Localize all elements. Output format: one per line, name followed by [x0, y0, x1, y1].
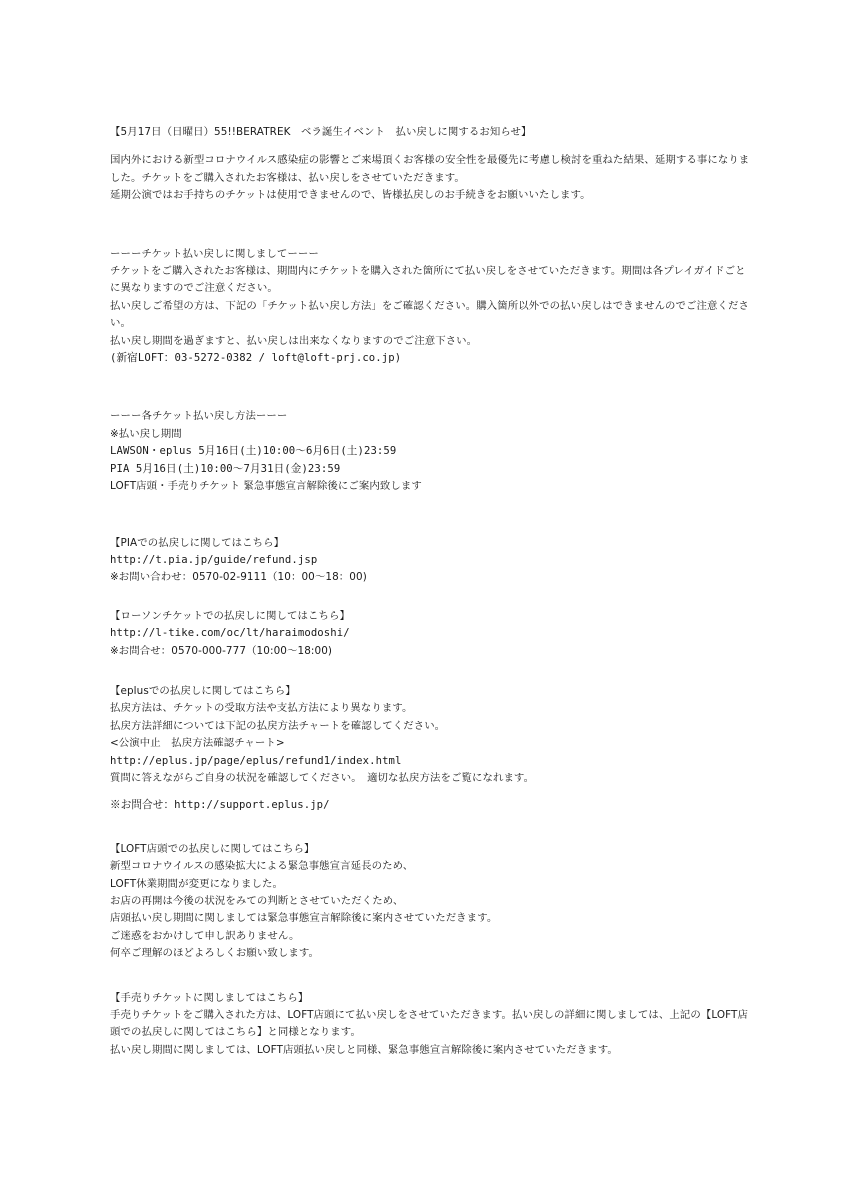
- loft-heading: 【LOFT店頭での払戻しに関してはこちら】: [110, 842, 315, 855]
- loft-contact: (新宿LOFT：03-5272-0382 / loft@loft-prj.co.jp): [110, 352, 402, 365]
- eplus-heading: 【eplusでの払戻しに関してはこちら】: [110, 684, 296, 697]
- document-title: 【5月17日（日曜日）55!!BERATREK ベラ誕生イベント 払い戻しに関するお知らせ】: [110, 126, 532, 138]
- lawson-heading: 【ローソンチケットでの払戻しに関してはこちら】: [110, 609, 350, 622]
- pia-contact: ※お問い合わせ：0570-02-9111（10：00〜18：00): [110, 571, 367, 584]
- loft-line-1: 新型コロナウイルスの感染拡大による緊急事態宣言延長のため、: [110, 860, 414, 873]
- refund-notice-line-1: チケットをご購入されたお客様は、期間内にチケットを購入された箇所にて払い戻しをさせていただきます。期間は各プレイガイドごとに異なりますのでご注意ください。: [110, 265, 746, 295]
- pia-heading: 【PIAでの払戻しに関してはこちら】: [110, 536, 285, 549]
- period-pia: PIA 5月16日(土)10:00〜7月31日(金)23:59: [110, 462, 341, 475]
- loft-line-6: 何卒ご理解のほどよろしくお願い致します。: [110, 947, 319, 960]
- intro-paragraph-1: 国内外における新型コロナウイルス感染症の影響とご来場頂くお客様の安全性を最優先に考慮し検討を重ねた結果、延期する事になりました。チケットをご購入されたお客様は、払い戻しをさせていただきます。: [110, 154, 750, 184]
- refund-notice-line-2: 払い戻しご希望の方は、下記の「チケット払い戻し方法」をご確認ください。購入箇所以外での払い戻しはできませんのでご注意ください。: [110, 299, 749, 330]
- lawson-contact: ※お問合せ：0570-000-777（10:00〜18:00): [110, 644, 333, 657]
- period-lawson-eplus: LAWSON・eplus 5月16日(土)10:00〜6月6日(土)23:59: [110, 445, 397, 458]
- handsold-heading: 【手売りチケットに関しましてはこちら】: [110, 991, 309, 1004]
- handsold-line-1: 手売りチケットをご購入された方は、LOFT店頭にて払い戻しをさせていただきます。払い戻しの詳細に関しましては、上記の【LOFT店頭での払戻しに関してはこちら】と同様となります。: [110, 1009, 748, 1039]
- loft-line-3: お店の再開は今後の状況をみての判断とさせていただくため、: [110, 895, 404, 907]
- eplus-refund-link[interactable]: http://eplus.jp/page/eplus/refund1/index.html: [110, 754, 402, 767]
- eplus-chart-label: <公演中止 払戻方法確認チャート>: [110, 737, 285, 750]
- methods-heading: ーーー各チケット払い戻し方法ーーー: [110, 410, 288, 423]
- loft-line-4: 店頭払い戻し期間に関しましては緊急事態宣言解除後に案内させていただきます。: [110, 912, 498, 925]
- eplus-line-3: 質問に答えながらご自身の状況を確認してください。 適切な払戻方法をご覧になれます。: [110, 771, 535, 784]
- notice-document: [110, 124, 750, 1059]
- eplus-contact: ※お問合せ：http://support.eplus.jp/: [110, 799, 330, 812]
- refund-notice-line-3: 払い戻し期間を過ぎますと、払い戻しは出来なくなりますのでご注意下さい。: [110, 334, 478, 347]
- loft-line-2: LOFT休業期間が変更になりました。: [110, 877, 284, 890]
- handsold-line-2: 払い戻し期間に関しましては、LOFT店頭払い戻しと同様、緊急事態宣言解除後に案内させていただきます。: [110, 1043, 618, 1056]
- intro-paragraph-2: 延期公演ではお手持ちのチケットは使用できませんので、皆様払戻しのお手続きをお願いいたします。: [110, 189, 591, 202]
- period-loft: LOFT店頭・手売りチケット 緊急事態宣言解除後にご案内致します: [110, 480, 422, 493]
- lawson-refund-link[interactable]: http://l-tike.com/oc/lt/haraimodoshi/: [110, 627, 350, 640]
- refund-notice-heading: ーーーチケット払い戻しに関しましてーーー: [110, 247, 319, 260]
- pia-refund-link[interactable]: http://t.pia.jp/guide/refund.jsp: [110, 553, 318, 566]
- eplus-line-1: 払戻方法は、チケットの受取方法や支払方法により異なります。: [110, 702, 413, 715]
- loft-line-5: ご迷惑をおかけして申し訳ありません。: [110, 929, 300, 942]
- refund-period-label: ※払い戻し期間: [110, 427, 182, 440]
- eplus-line-2: 払戻方法詳細については下記の払戻方法チャートを確認してください。: [110, 719, 446, 732]
